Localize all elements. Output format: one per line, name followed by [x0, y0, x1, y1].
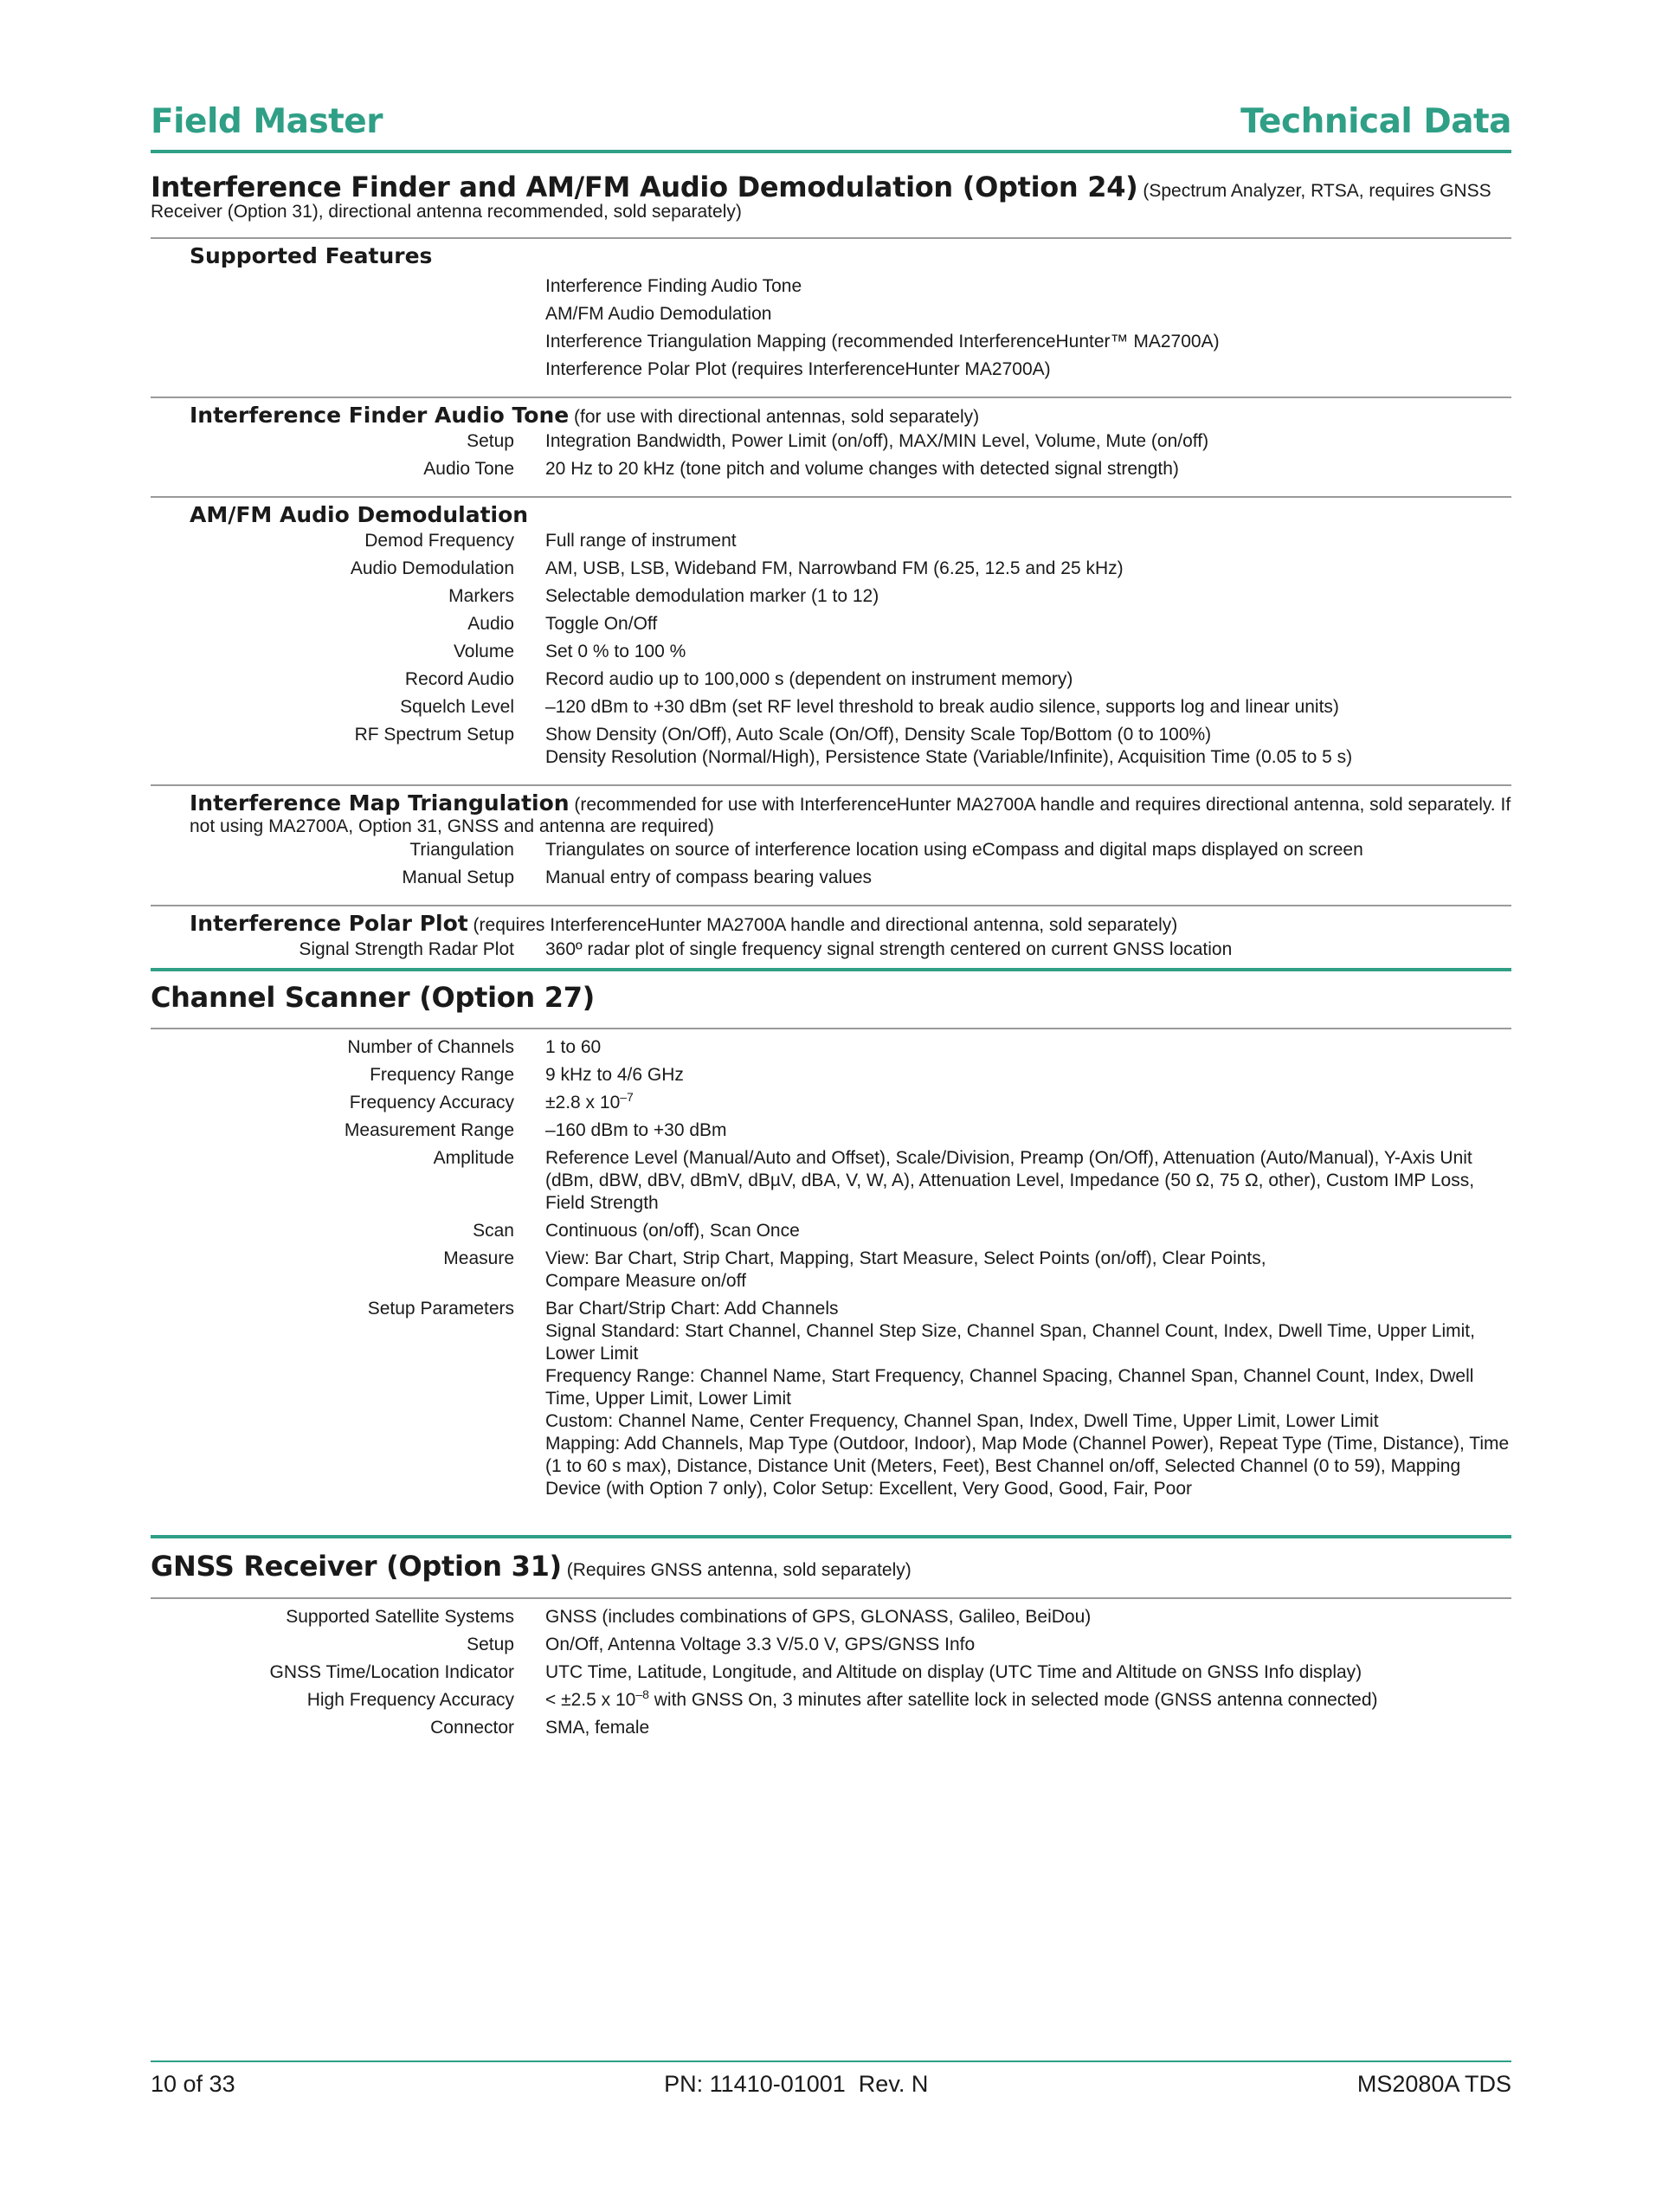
- supported-features-block: [151, 237, 1511, 397]
- spec-label: Measure: [443, 1248, 514, 1269]
- exponent: –8: [635, 1686, 649, 1701]
- demod-block: [151, 496, 1511, 784]
- map-triangulation-block: [151, 784, 1511, 905]
- spec-row: [151, 458, 1511, 480]
- spec-row: [151, 530, 1511, 552]
- spec-value: Record audio up to 100,000 s (dependent on instrument memory): [545, 668, 1073, 689]
- option-27-heading: [151, 980, 1511, 1014]
- spec-row: [151, 1119, 1511, 1142]
- spec-value: GNSS (includes combinations of GPS, GLONASS, Galileo, BeiDou): [545, 1606, 1092, 1627]
- spec-label: Volume: [453, 641, 514, 661]
- spec-label: Supported Satellite Systems: [286, 1606, 514, 1627]
- spec-label: Signal Strength Radar Plot: [299, 938, 514, 959]
- polar-plot-note: (requires InterferenceHunter MA2700A handle and directional antenna, sold separately): [467, 914, 1178, 935]
- document-id: MS2080A TDS: [1356, 2071, 1511, 2097]
- polar-plot-title: Interference Polar Plot: [190, 910, 468, 936]
- spec-row: [151, 1248, 1511, 1293]
- spec-row: [151, 641, 1511, 663]
- spec-label: Measurement Range: [344, 1120, 514, 1141]
- spec-value: On/Off, Antenna Voltage 3.3 V/5.0 V, GPS/GNSS Info: [545, 1634, 976, 1654]
- spec-label: High Frequency Accuracy: [306, 1689, 514, 1710]
- option-31-heading: [151, 1552, 1511, 1582]
- spec-label: RF Spectrum Setup: [354, 724, 514, 745]
- spec-value: < ±2.5 x 10: [545, 1689, 636, 1710]
- spec-value: Integration Bandwidth, Power Limit (on/off), MAX/MIN Level, Volume, Mute (on/off): [545, 431, 1209, 452]
- feature-item: Interference Polar Plot (requires InterferenceHunter MA2700A): [545, 359, 1051, 380]
- spec-value: SMA, female: [545, 1717, 650, 1738]
- option-24-title: Interference Finder and AM/FM Audio Demodulation (Option 24): [151, 171, 1138, 203]
- spec-value: Manual entry of compass bearing values: [545, 867, 873, 887]
- spec-row: [151, 724, 1511, 769]
- spec-value: Full range of instrument: [545, 530, 737, 551]
- audio-tone-title: Interference Finder Audio Tone: [190, 403, 570, 429]
- spec-row: [151, 1220, 1511, 1242]
- spec-row: [151, 1717, 1511, 1739]
- part-number: PN: 11410-01001 Rev. N: [664, 2071, 929, 2097]
- spec-row: [151, 613, 1511, 635]
- product-title: Field Master: [151, 102, 383, 141]
- spec-value: –160 dBm to +30 dBm: [545, 1120, 727, 1141]
- spec-value: Show Density (On/Off), Auto Scale (On/Off), Density Scale Top/Bottom (0 to 100%) Density Resolution (Normal/High), Persistence State (Variable/Infinite), Acquisition Time (0.05 to 5 s): [545, 724, 1353, 767]
- option-24-section: [151, 173, 1511, 968]
- spec-label: Audio Demodulation: [350, 558, 514, 578]
- spec-row: [151, 1298, 1511, 1500]
- feature-item: Interference Triangulation Mapping (recommended InterferenceHunter™ MA2700A): [545, 332, 1220, 352]
- spec-label: Demod Frequency: [364, 530, 514, 551]
- spec-value: 1 to 60: [545, 1037, 602, 1058]
- audio-tone-note: (for use with directional antennas, sold separately): [569, 407, 980, 428]
- spec-row: [151, 696, 1511, 719]
- spec-value-rest: with GNSS On, 3 minutes after satellite lock in selected mode (GNSS antenna connected): [648, 1689, 1378, 1710]
- option-24-heading: [151, 173, 1511, 222]
- spec-label: Squelch Level: [400, 696, 514, 717]
- spec-row: [151, 1036, 1511, 1059]
- spec-label: Frequency Range: [370, 1065, 514, 1086]
- spec-value: Selectable demodulation marker (1 to 12): [545, 585, 879, 606]
- spec-value: UTC Time, Latitude, Longitude, and Altitude on display (UTC Time and Altitude on GNSS Info display): [545, 1661, 1362, 1682]
- spec-label: Frequency Accuracy: [349, 1093, 514, 1113]
- spec-value: 360º radar plot of single frequency signal strength centered on current GNSS location: [545, 938, 1233, 959]
- spec-row: [151, 1634, 1511, 1656]
- spec-value: ±2.8 x 10: [545, 1093, 621, 1113]
- spec-label: Record Audio: [404, 668, 514, 689]
- spec-label: Triangulation: [409, 839, 514, 860]
- spec-value: Toggle On/Off: [545, 613, 658, 634]
- option-27-section: [151, 968, 1511, 1536]
- spec-label: Connector: [430, 1717, 514, 1738]
- spec-row: [151, 1064, 1511, 1087]
- audio-tone-block: [151, 397, 1511, 496]
- spec-row: [151, 1686, 1511, 1712]
- spec-row: [151, 668, 1511, 691]
- polar-plot-block: [151, 905, 1511, 968]
- spec-row: [151, 867, 1511, 889]
- channel-scanner-block: [151, 1028, 1511, 1535]
- section-title: Technical Data: [1240, 102, 1511, 141]
- spec-row: [151, 1147, 1511, 1215]
- page-number: 10 of 33: [151, 2071, 235, 2097]
- spec-label: Scan: [473, 1221, 514, 1241]
- option-27-title: Channel Scanner (Option 27): [151, 980, 595, 1014]
- supported-features-title: Supported Features: [190, 242, 433, 268]
- option-31-title: GNSS Receiver (Option 31): [151, 1550, 562, 1583]
- page-footer: [151, 2060, 1511, 2098]
- spec-value: –120 dBm to +30 dBm (set RF level threshold to break audio silence, supports log and linear units): [545, 696, 1339, 717]
- spec-value: Triangulates on source of interference location using eCompass and digital maps displayed on screen: [545, 839, 1363, 860]
- spec-value: Set 0 % to 100 %: [545, 641, 686, 661]
- feature-item: Interference Finding Audio Tone: [545, 276, 802, 297]
- spec-label: Markers: [448, 585, 514, 606]
- option-31-note: (Requires GNSS antenna, sold separately): [561, 1560, 912, 1581]
- feature-item: AM/FM Audio Demodulation: [545, 304, 772, 325]
- spec-row: [151, 1092, 1511, 1114]
- map-triangulation-title: Interference Map Triangulation: [190, 790, 570, 816]
- spec-label: Setup: [467, 431, 514, 452]
- spec-label: GNSS Time/Location Indicator: [269, 1661, 514, 1682]
- spec-label: Setup: [467, 1634, 514, 1654]
- demod-title: AM/FM Audio Demodulation: [190, 502, 529, 528]
- gnss-block: [151, 1597, 1511, 1755]
- spec-label: Manual Setup: [402, 867, 514, 887]
- spec-value: View: Bar Chart, Strip Chart, Mapping, Start Measure, Select Points (on/off), Clear Points, Compare Measure on/off: [545, 1248, 1266, 1292]
- content: [151, 173, 1511, 1755]
- spec-row: [151, 1661, 1511, 1684]
- option-24-note: (Spectrum Analyzer, RTSA, requires GNSS Receiver (Option 31), directional antenna recommended, sold separately): [151, 181, 1491, 222]
- spec-label: Setup Parameters: [367, 1299, 514, 1319]
- spec-row: [151, 938, 1511, 961]
- page-header: [151, 102, 1511, 153]
- spec-label: Audio: [467, 613, 514, 634]
- exponent: –7: [620, 1090, 634, 1105]
- spec-value: 20 Hz to 20 kHz (tone pitch and volume changes with detected signal strength): [545, 459, 1179, 480]
- spec-row: [151, 1606, 1511, 1628]
- spec-value: Reference Level (Manual/Auto and Offset), Scale/Division, Preamp (On/Off), Attenuation (Auto/Manual), Y-Axis Unit (dBm, dBW, dBV, dBmV, dBµV, dBA, V, W, A), Attenuation Level, Impedance (50 Ω, 75 Ω, other), Custom IMP Loss, Field Strength: [545, 1148, 1475, 1214]
- option-31-section: [151, 1535, 1511, 1755]
- map-triangulation-note: (recommended for use with InterferenceHunter MA2700A handle and requires directional antenna, sold separately. If not using MA2700A, Option 31, GNSS and antenna are required): [190, 794, 1511, 836]
- spec-row: [151, 585, 1511, 608]
- spec-label: Amplitude: [433, 1148, 514, 1169]
- spec-row: [151, 558, 1511, 580]
- spec-value: Continuous (on/off), Scan Once: [545, 1221, 800, 1241]
- spec-row: [151, 430, 1511, 453]
- spec-row: [151, 839, 1511, 861]
- spec-value: Bar Chart/Strip Chart: Add Channels Signal Standard: Start Channel, Channel Step Size, Channel Span, Channel Count, Index, Dwell Time, Upper Limit, Lower Limit Frequency Range: Channel Name, Start Frequency, Channel Spacing, Channel Span, Channel Count, Index, Dwell Time, Upper Limit, Lower Limit Custom: Channel Name, Center Frequency, Channel Span, Index, Dwell Time, Upper Limit, Lower Limit Mapping: Add Channels, Map Type (Outdoor, Indoor), Map Mode (Channel Power), Repeat Type (Time, Distance), Time (1 to 60 s max), Distance, Distance Unit (Meters, Feet), Best Channel on/off, Selected Channel (0 to 59), Mapping Device (with Option 7 only), Color Setup: Excellent, Very Good, Good, Fair, Poor: [545, 1299, 1510, 1499]
- spec-value: AM, USB, LSB, Wideband FM, Narrowband FM (6.25, 12.5 and 25 kHz): [545, 558, 1124, 578]
- spec-label: Audio Tone: [423, 459, 514, 480]
- spec-label: Number of Channels: [347, 1037, 514, 1058]
- spec-value: 9 kHz to 4/6 GHz: [545, 1065, 684, 1086]
